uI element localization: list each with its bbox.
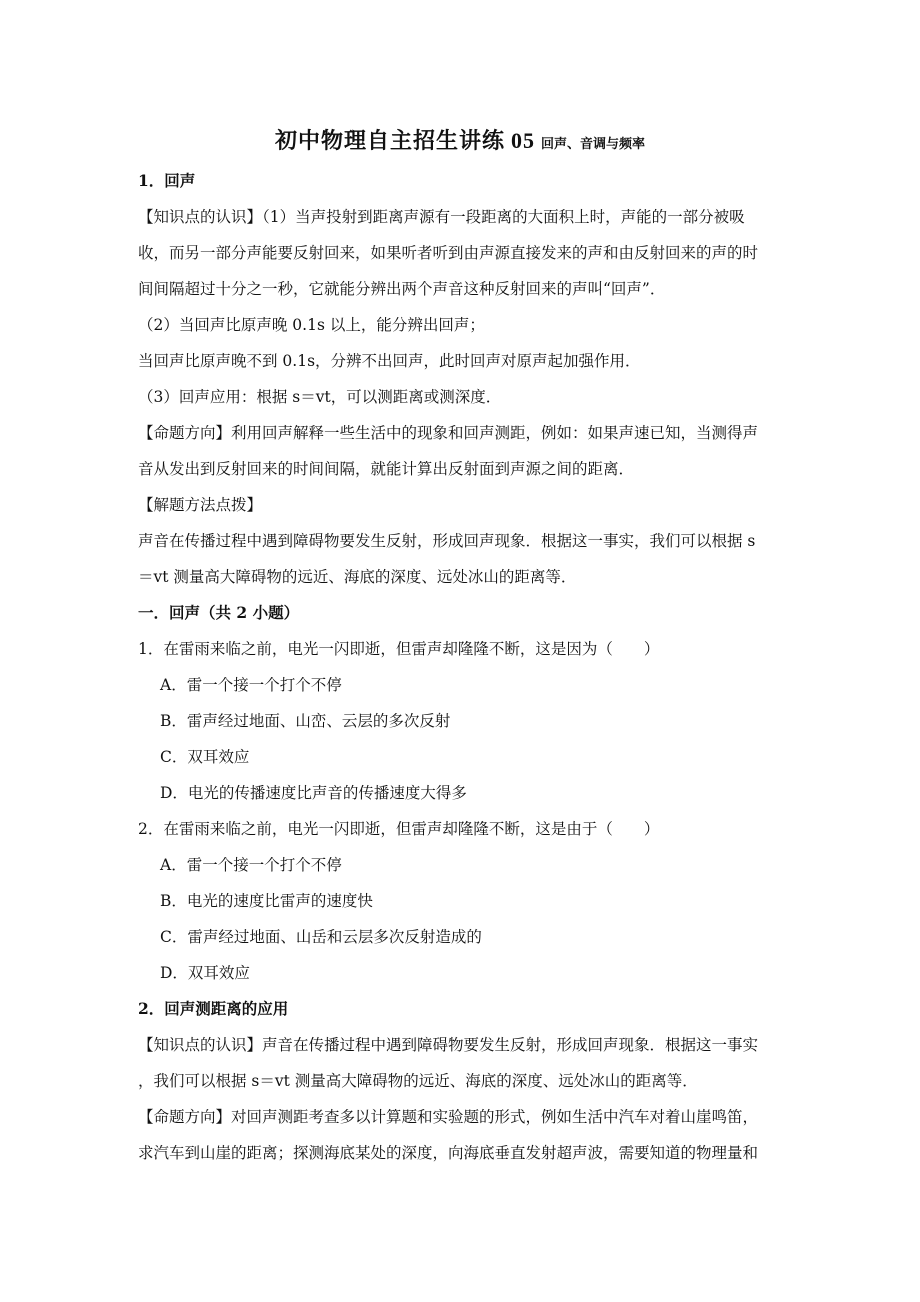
section-2-paragraph-line: ，我们可以根据 s＝vt 测量高大障碍物的远近、海底的深度、远处冰山的距离等． [138, 1072, 698, 1090]
page-title [0, 124, 920, 155]
section-1-paragraph-line: 收，而另一部分声能要反射回来，如果听者听到由声源直接发来的声和由反射回来的声的时 [138, 244, 759, 262]
title-main: 初中物理自主招生讲练 [274, 128, 505, 154]
question-2-option-b: B．电光的速度比雷声的速度快 [160, 892, 373, 910]
question-1-stem: 1．在雷雨来临之前，电光一闪即逝，但雷声却隆隆不断，这是因为（ ） [138, 640, 660, 658]
section-1-paragraph-line: 音从发出到反射回来的时间间隔，就能计算出反射面到声源之间的距离． [138, 460, 635, 478]
question-1-option-d: D．电光的传播速度比声音的传播速度大得多 [160, 784, 467, 802]
question-2-option-d: D．双耳效应 [160, 964, 250, 982]
section-1-heading: 1．回声 [138, 171, 196, 190]
section-1-paragraph-line: 声音在传播过程中遇到障碍物要发生反射，形成回声现象．根据这一事实，我们可以根据 s [138, 532, 756, 550]
question-1-option-c: C．双耳效应 [160, 748, 250, 766]
question-2-option-a: A．雷一个接一个打个不停 [160, 856, 342, 874]
title-number: 05 [511, 128, 535, 153]
question-1-option-a: A．雷一个接一个打个不停 [160, 676, 342, 694]
section-2-heading: 2．回声测距离的应用 [138, 999, 289, 1018]
section-1-paragraph-line: 【知识点的认识】（1）当声投射到距离声源有一段距离的大面积上时，声能的一部分被吸 [138, 208, 745, 226]
section-1-paragraph-line: （3）回声应用：根据 s＝vt，可以测距离或测深度． [138, 388, 502, 406]
part-1-heading: 一．回声（共 2 小题） [138, 603, 300, 622]
section-2-paragraph-line: 【知识点的认识】声音在传播过程中遇到障碍物要发生反射，形成回声现象．根据这一事实 [138, 1036, 759, 1054]
section-2-paragraph-line: 【命题方向】对回声测距考查多以计算题和实验题的形式，例如生活中汽车对着山崖鸣笛， [138, 1108, 759, 1126]
question-2-option-c: C．雷声经过地面、山岳和云层多次反射造成的 [160, 928, 482, 946]
question-2-stem: 2．在雷雨来临之前，电光一闪即逝，但雷声却隆隆不断，这是由于（ ） [138, 820, 660, 838]
title-subtitle: 回声、音调与频率 [541, 137, 646, 152]
section-1-paragraph-line: 当回声比原声晚不到 0.1s，分辨不出回声，此时回声对原声起加强作用． [138, 352, 641, 370]
section-1-paragraph-line: 间间隔超过十分之一秒，它就能分辨出两个声音这种反射回来的声叫“回声”． [138, 280, 666, 298]
section-1-paragraph-line: 【命题方向】利用回声解释一些生活中的现象和回声测距，例如：如果声速已知，当测得声 [138, 424, 759, 442]
section-2-paragraph-line: 求汽车到山崖的距离；探测海底某处的深度，向海底垂直发射超声波，需要知道的物理量和 [138, 1144, 759, 1162]
section-1-paragraph-line: ＝vt 测量高大障碍物的远近、海底的深度、远处冰山的距离等． [138, 568, 577, 586]
section-1-paragraph-line: （2）当回声比原声晚 0.1s 以上，能分辨出回声； [138, 316, 485, 334]
section-1-paragraph-line: 【解题方法点拨】 [138, 496, 263, 514]
question-1-option-b: B．雷声经过地面、山峦、云层的多次反射 [160, 712, 451, 730]
